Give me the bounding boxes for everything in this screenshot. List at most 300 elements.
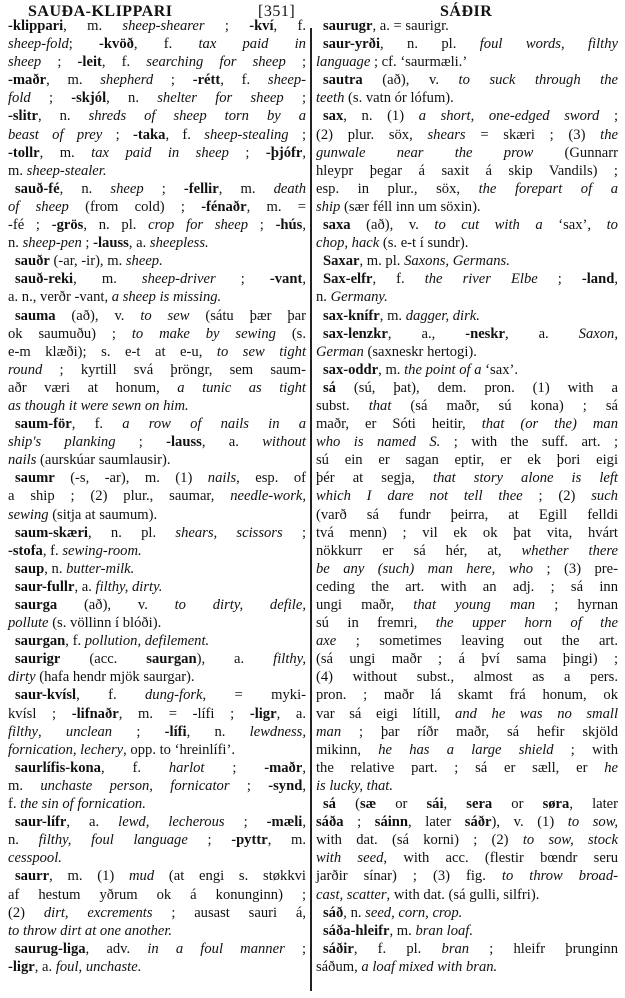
- entry-text: ;: [228, 144, 266, 161]
- entry-line: [316, 759, 618, 777]
- headword: -mæli: [266, 814, 303, 831]
- entry-text: ,: [614, 271, 618, 288]
- definition-text: shears, scissors: [175, 524, 283, 541]
- entry-text: a. n., verðr -vant,: [8, 289, 112, 306]
- entry-text: a ship ; (2) plur., saumar,: [8, 488, 231, 505]
- entry-text: n.: [316, 289, 331, 306]
- headword: sax-lenzkr: [323, 325, 388, 342]
- headword: saurug-liga: [15, 940, 86, 957]
- entry-text: , n. (1): [343, 108, 419, 125]
- dictionary-entry: [8, 578, 306, 596]
- headword: -lauss: [93, 235, 129, 252]
- definition-text: with seed: [316, 850, 384, 867]
- entry-text: , m. (1): [49, 868, 129, 885]
- entry-line: [316, 560, 618, 578]
- entry-text: (sitja at saumum).: [48, 506, 158, 523]
- entry-line: [8, 180, 306, 198]
- entry-line: [8, 433, 306, 451]
- definition-text: without: [262, 434, 306, 451]
- entry-text: ), a.: [196, 651, 274, 668]
- entry-text: or: [492, 796, 543, 813]
- dictionary-entry: [316, 325, 618, 361]
- headword: saxa: [323, 217, 351, 234]
- headword: saum-för: [15, 416, 72, 433]
- entry-text: , a.: [504, 325, 579, 342]
- dictionary-entry: [316, 17, 618, 35]
- headword: -neskr: [465, 325, 505, 342]
- definition-text: the upper horn of the: [435, 615, 618, 632]
- entry-line: [316, 126, 618, 144]
- definition-text: to sew: [140, 307, 190, 324]
- entry-text: (from cold) ;: [68, 198, 202, 215]
- definition-text: the forepart of a: [478, 180, 619, 197]
- headword: -stofa: [8, 542, 43, 559]
- definition-text: seed, corn, crop.: [365, 904, 463, 921]
- entry-text: , n.: [59, 180, 111, 197]
- entry-line: [316, 596, 618, 614]
- entry-text: (Gunnarr: [533, 144, 618, 161]
- entry-text: ;: [204, 18, 250, 34]
- entry-line: [316, 288, 618, 306]
- entry-text: ; ausast sauri á,: [152, 904, 306, 921]
- definition-text: mud: [129, 868, 155, 885]
- entry-text: ceding the art. with an adj. ; sá inn: [316, 578, 618, 595]
- definition-text: lechery: [80, 741, 124, 758]
- entry-text: (saxneskr hertogi).: [363, 343, 477, 360]
- entry-line: [8, 343, 306, 361]
- definition-text: pollution, defilement.: [84, 633, 210, 650]
- entry-line: [8, 379, 306, 397]
- entry-line: [8, 867, 306, 885]
- entry-text: (4) without subst., almost as a pers.: [316, 669, 618, 686]
- entry-line: [316, 252, 618, 270]
- entry-line: [8, 741, 306, 759]
- definition-text: a tunic as tight: [177, 379, 306, 396]
- dictionary-entry: [316, 361, 618, 379]
- entry-line: [316, 433, 618, 451]
- definition-text: searching for sheep: [146, 54, 286, 71]
- entry-line: [316, 578, 618, 596]
- entry-text: ; cf. ‘saurmæli.’: [370, 54, 468, 71]
- entry-text: , m. pl.: [359, 253, 405, 270]
- definition-text: harlot: [168, 759, 205, 776]
- entry-line: [8, 759, 306, 777]
- entry-text: (að), v.: [362, 72, 459, 89]
- running-head-right: SÁÐIR: [440, 3, 493, 20]
- entry-text: ok saumuðu) ;: [8, 325, 132, 342]
- headword: -þjófr: [265, 144, 303, 161]
- entry-text: , esp. of: [236, 470, 306, 487]
- entry-line: [316, 614, 618, 632]
- entry-line: [316, 107, 618, 125]
- entry-text: jarðir sínar) ; (3) fig.: [316, 868, 502, 885]
- headword: -grös: [51, 217, 84, 234]
- definition-text: sheepless.: [149, 235, 209, 252]
- definition-text: man: [316, 723, 342, 740]
- entry-line: [316, 650, 618, 668]
- definition-text: Germany.: [330, 289, 388, 306]
- headword: saumr: [15, 470, 55, 487]
- definition-text: in a foul manner: [147, 940, 285, 957]
- dictionary-entry: [316, 71, 618, 107]
- entry-text: maðr, er Sóti heitir,: [316, 416, 482, 433]
- dictionary-entry: [8, 650, 306, 686]
- dictionary-entry: [316, 270, 618, 306]
- definition-text: the river Elbe: [424, 271, 538, 288]
- dictionary-entry: [8, 524, 306, 560]
- entry-text: hleypr þegar á saxit á skip Vandils) ;: [316, 162, 618, 179]
- entry-text: -fé ;: [8, 217, 52, 234]
- entry-text: (varð sá fundr þeirra, at Egill felldi: [316, 506, 618, 523]
- definition-text: shelter for sheep: [157, 90, 284, 107]
- headword: saur-yrði: [323, 36, 381, 53]
- column-divider: [310, 28, 312, 991]
- entry-text: n.: [8, 235, 23, 252]
- headword: -fénaðr: [201, 198, 247, 215]
- entry-text: mikinn,: [316, 741, 379, 758]
- dictionary-entry: [8, 252, 306, 270]
- entry-text: , a.: [276, 705, 306, 722]
- definition-text: to make by sewing: [131, 325, 276, 342]
- entry-text: , n.: [44, 560, 67, 577]
- entry-text: ;: [68, 36, 100, 53]
- entry-line: [316, 922, 618, 940]
- definition-text: foul words, filthy: [479, 36, 618, 53]
- headword: sæ: [359, 796, 377, 813]
- entry-text: , m. = -lífi ;: [118, 705, 250, 722]
- entry-text: , n. pl.: [87, 524, 176, 541]
- entry-text: , later: [408, 814, 465, 831]
- entry-line: [316, 53, 618, 71]
- entry-line: [316, 451, 618, 469]
- entry-line: [8, 89, 306, 107]
- definition-text: lewd, lecherous: [118, 814, 225, 831]
- definition-text: to cut with a: [434, 217, 543, 234]
- entry-text: , a. = saurigr.: [372, 18, 449, 34]
- entry-text: , f.: [65, 633, 85, 650]
- entry-text: ;: [81, 235, 94, 252]
- headword: saup: [15, 560, 45, 577]
- entry-line: [8, 560, 306, 578]
- right-column: [316, 17, 618, 976]
- entry-line: [8, 17, 306, 35]
- definition-text: which I dare not tell thee: [316, 488, 523, 505]
- dictionary-entry: [316, 35, 618, 71]
- headword: søra: [542, 796, 570, 813]
- entry-text: var sá eigi lítill,: [316, 705, 456, 722]
- entry-text: (2): [8, 904, 44, 921]
- definition-text: tax paid in sheep: [91, 144, 229, 161]
- headword: -lauss: [166, 434, 202, 451]
- entry-line: [316, 198, 618, 216]
- entry-line: [316, 234, 618, 252]
- headword: sax-oddr: [323, 361, 379, 378]
- definition-text: sheep-stealing: [204, 126, 289, 143]
- entry-line: [8, 668, 306, 686]
- headword: sauðr: [15, 253, 50, 270]
- entry-text: (-s, -ar), m. (1): [54, 470, 208, 487]
- definition-text: to sow, stock: [522, 832, 618, 849]
- headword: sax: [323, 108, 344, 125]
- entry-text: ;: [204, 759, 265, 776]
- entry-text: , f.: [71, 416, 123, 433]
- definition-text: that story alone is left: [433, 470, 618, 487]
- definition-text: to sew tight: [216, 343, 306, 360]
- entry-line: [316, 270, 618, 288]
- definition-text: sheep-fold: [8, 36, 69, 53]
- entry-text: (hafa hendr mjök saurgar).: [35, 669, 195, 686]
- definition-text: sheep-shearer: [122, 18, 205, 34]
- definition-text: the: [600, 126, 618, 143]
- definition-text: German: [316, 343, 364, 360]
- dictionary-entry: [8, 307, 306, 416]
- dictionary-entry: [316, 379, 618, 795]
- entry-line: [8, 958, 306, 976]
- entry-text: þér at segja,: [316, 470, 434, 487]
- entry-text: , f.: [165, 126, 205, 143]
- definition-text: gunwale near the prow: [316, 144, 534, 161]
- definition-text: that (or the) man: [481, 416, 618, 433]
- entry-text: , f.: [101, 54, 147, 71]
- entry-line: [8, 614, 306, 632]
- definition-text: filthy, foul language: [38, 832, 188, 849]
- headword: -maðr: [264, 759, 303, 776]
- headword: sá: [323, 379, 336, 396]
- entry-text: , n.: [343, 904, 366, 921]
- entry-line: [8, 288, 306, 306]
- entry-line: [8, 650, 306, 668]
- headword: -land: [581, 271, 615, 288]
- dictionary-entry: [316, 922, 618, 940]
- definition-text: is lucky, that.: [316, 777, 394, 794]
- entry-line: [8, 53, 306, 71]
- entry-line: [316, 958, 618, 976]
- entry-line: [8, 723, 306, 741]
- entry-line: [8, 904, 306, 922]
- entry-line: [8, 198, 306, 216]
- entry-line: [316, 343, 618, 361]
- entry-text: ;: [187, 832, 232, 849]
- definition-text: to sow,: [567, 814, 618, 831]
- entry-line: [8, 795, 306, 813]
- headword: saurlífis-kona: [15, 759, 101, 776]
- headword: sáða-hleifr: [323, 922, 390, 939]
- headword: -pyttr: [231, 832, 268, 849]
- entry-text: ,: [443, 796, 467, 813]
- entry-line: [316, 415, 618, 433]
- definition-text: language: [316, 54, 371, 71]
- entry-line: [8, 487, 306, 505]
- entry-text: (að), v.: [350, 217, 435, 234]
- entry-text: ,: [38, 723, 66, 740]
- definition-text: shreds of sheep torn by a: [88, 108, 307, 125]
- entry-line: [8, 162, 306, 180]
- headword: sái: [426, 796, 444, 813]
- entry-text: , m.: [267, 832, 307, 849]
- entry-line: [8, 632, 306, 650]
- entry-text: (s. e-t í sundr).: [379, 235, 469, 252]
- entry-text: ;: [224, 814, 267, 831]
- entry-line: [316, 89, 618, 107]
- dictionary-entry: [8, 632, 306, 650]
- entry-line: [8, 270, 306, 288]
- definition-text: the point of a: [404, 361, 482, 378]
- definition-text: to throw broad-: [501, 868, 618, 885]
- entry-text: , m.: [389, 922, 416, 939]
- dictionary-entry: [8, 469, 306, 523]
- definition-text: dagger, dirk.: [405, 307, 480, 324]
- definition-text: sheep.: [125, 253, 163, 270]
- definition-text: cast, scatter: [316, 886, 387, 903]
- entry-text: , m.: [46, 72, 101, 89]
- dictionary-entry: [316, 307, 618, 325]
- headword: saurigr: [15, 651, 61, 668]
- headword: saur-kvísl: [15, 687, 77, 704]
- entry-text: with dat. (sá korni) ; (2): [316, 832, 523, 849]
- headword: saurgan: [15, 633, 66, 650]
- entry-line: [8, 705, 306, 723]
- left-column: [8, 17, 306, 976]
- entry-text: m.: [8, 777, 41, 794]
- definition-text: death: [273, 180, 306, 197]
- entry-text: n.: [8, 832, 39, 849]
- headword: sáðir: [323, 940, 354, 957]
- entry-text: , m.: [73, 271, 142, 288]
- entry-line: [8, 777, 306, 795]
- entry-line: [316, 162, 618, 180]
- entry-text: (sá ungi maðr ; á því sama þingi) ;: [316, 651, 618, 668]
- definition-text: that young man: [413, 597, 536, 613]
- definition-text: fold: [8, 90, 31, 107]
- entry-line: [316, 705, 618, 723]
- definition-text: needle-work,: [230, 488, 306, 505]
- headword: -leit: [77, 54, 102, 71]
- entry-text: (at engi s. støkkvi: [154, 868, 306, 885]
- entry-text: m.: [8, 162, 27, 179]
- definition-text: cesspool.: [8, 850, 62, 867]
- entry-text: , n.: [38, 108, 89, 125]
- entry-text: ,: [302, 271, 306, 288]
- headword: -taka: [133, 126, 166, 143]
- entry-line: [316, 723, 618, 741]
- entry-text: , f.: [42, 542, 63, 559]
- definition-text: the sin of fornication.: [20, 796, 146, 813]
- definition-text: of sheep: [8, 198, 69, 215]
- entry-line: [316, 886, 618, 904]
- headword: -maðr: [8, 72, 47, 89]
- entry-text: , with acc. (flestir bœndr seru: [383, 850, 618, 867]
- dictionary-entry: [8, 560, 306, 578]
- entry-line: [8, 216, 306, 234]
- headword: saur-fullr: [15, 578, 75, 595]
- definition-text: round: [8, 361, 43, 378]
- entry-text: , m.: [378, 361, 405, 378]
- entry-line: [8, 361, 306, 379]
- entry-line: [8, 542, 306, 560]
- definition-text: such: [591, 488, 618, 505]
- entry-text: ), v. (1): [491, 814, 568, 831]
- dictionary-entry: [8, 686, 306, 758]
- entry-text: ,: [302, 814, 306, 831]
- entry-text: sú in fremri,: [316, 615, 436, 632]
- entry-text: ;: [285, 54, 306, 71]
- entry-text: (sátu þær þar: [189, 307, 306, 324]
- definition-text: sheep-: [267, 72, 306, 89]
- entry-text: aðr væri at honum,: [8, 379, 178, 396]
- entry-text: ,: [302, 777, 306, 794]
- definition-text: tax paid in: [198, 36, 306, 53]
- definition-text: chop, hack: [316, 235, 380, 252]
- definition-text: dirt, excrements: [43, 904, 153, 921]
- entry-text: ;: [153, 72, 193, 89]
- headword: -synd: [268, 777, 303, 794]
- headword: saurgan: [146, 651, 197, 668]
- entry-text: ,: [302, 144, 306, 161]
- entry-text: ,: [302, 217, 306, 234]
- entry-text: subst.: [316, 397, 369, 414]
- entry-text: ;: [41, 54, 78, 71]
- entry-line: [316, 741, 618, 759]
- headword: -fellir: [183, 180, 219, 197]
- entry-text: nökkurr er sá hér, at,: [316, 542, 522, 559]
- definition-text: sheep: [8, 54, 42, 71]
- entry-line: [316, 361, 618, 379]
- entry-line: [316, 216, 618, 234]
- entry-text: esp. in plur., söx,: [316, 180, 479, 197]
- entry-text: (að), v.: [55, 307, 141, 324]
- dictionary-entry: [8, 813, 306, 867]
- definition-text: sewing: [8, 506, 49, 523]
- headword: sáðr: [464, 814, 492, 831]
- entry-text: , m.: [218, 180, 274, 197]
- entry-text: , f.: [100, 759, 169, 776]
- dictionary-entry: [8, 180, 306, 252]
- headword: -vant: [269, 271, 303, 288]
- entry-text: (2) plur. söx,: [316, 126, 428, 143]
- entry-text: af hestum yðrum ok á konunginn) ;: [8, 886, 306, 903]
- dictionary-entry: [8, 17, 306, 180]
- definition-text: nails: [207, 470, 237, 487]
- entry-line: [8, 107, 306, 125]
- entry-line: [316, 524, 618, 542]
- entry-text: ;: [282, 524, 306, 541]
- dictionary-entry: [8, 596, 306, 632]
- entry-text: , a.: [74, 578, 96, 595]
- headword: -skjól: [71, 90, 107, 107]
- entry-text: ;: [215, 271, 270, 288]
- definition-text: a loaf mixed with bran.: [361, 958, 498, 975]
- entry-text: , a.: [34, 958, 56, 975]
- entry-text: (-ar, -ir), m.: [49, 253, 126, 270]
- definition-text: sheep-pen: [22, 235, 82, 252]
- entry-text: , f.: [372, 271, 425, 288]
- definition-text: lewdness,: [249, 723, 307, 740]
- entry-text: , with dat. (sá gulli, silfri).: [386, 886, 540, 903]
- definition-text: sheep-driver: [141, 271, 216, 288]
- entry-text: , a.,: [387, 325, 466, 342]
- entry-line: [8, 940, 306, 958]
- entry-text: ; (2): [522, 488, 592, 505]
- entry-line: [8, 524, 306, 542]
- entry-text: , n. pl.: [380, 36, 480, 53]
- entry-line: [316, 940, 618, 958]
- headword: -ligr: [8, 958, 35, 975]
- entry-line: [316, 867, 618, 885]
- entry-text: ;: [284, 940, 307, 957]
- entry-text: ; þar ríðr maðr, sá hefir skjöld: [341, 723, 618, 740]
- entry-line: [316, 506, 618, 524]
- entry-text: (sá maðr, sú kona) ; sá: [391, 397, 618, 414]
